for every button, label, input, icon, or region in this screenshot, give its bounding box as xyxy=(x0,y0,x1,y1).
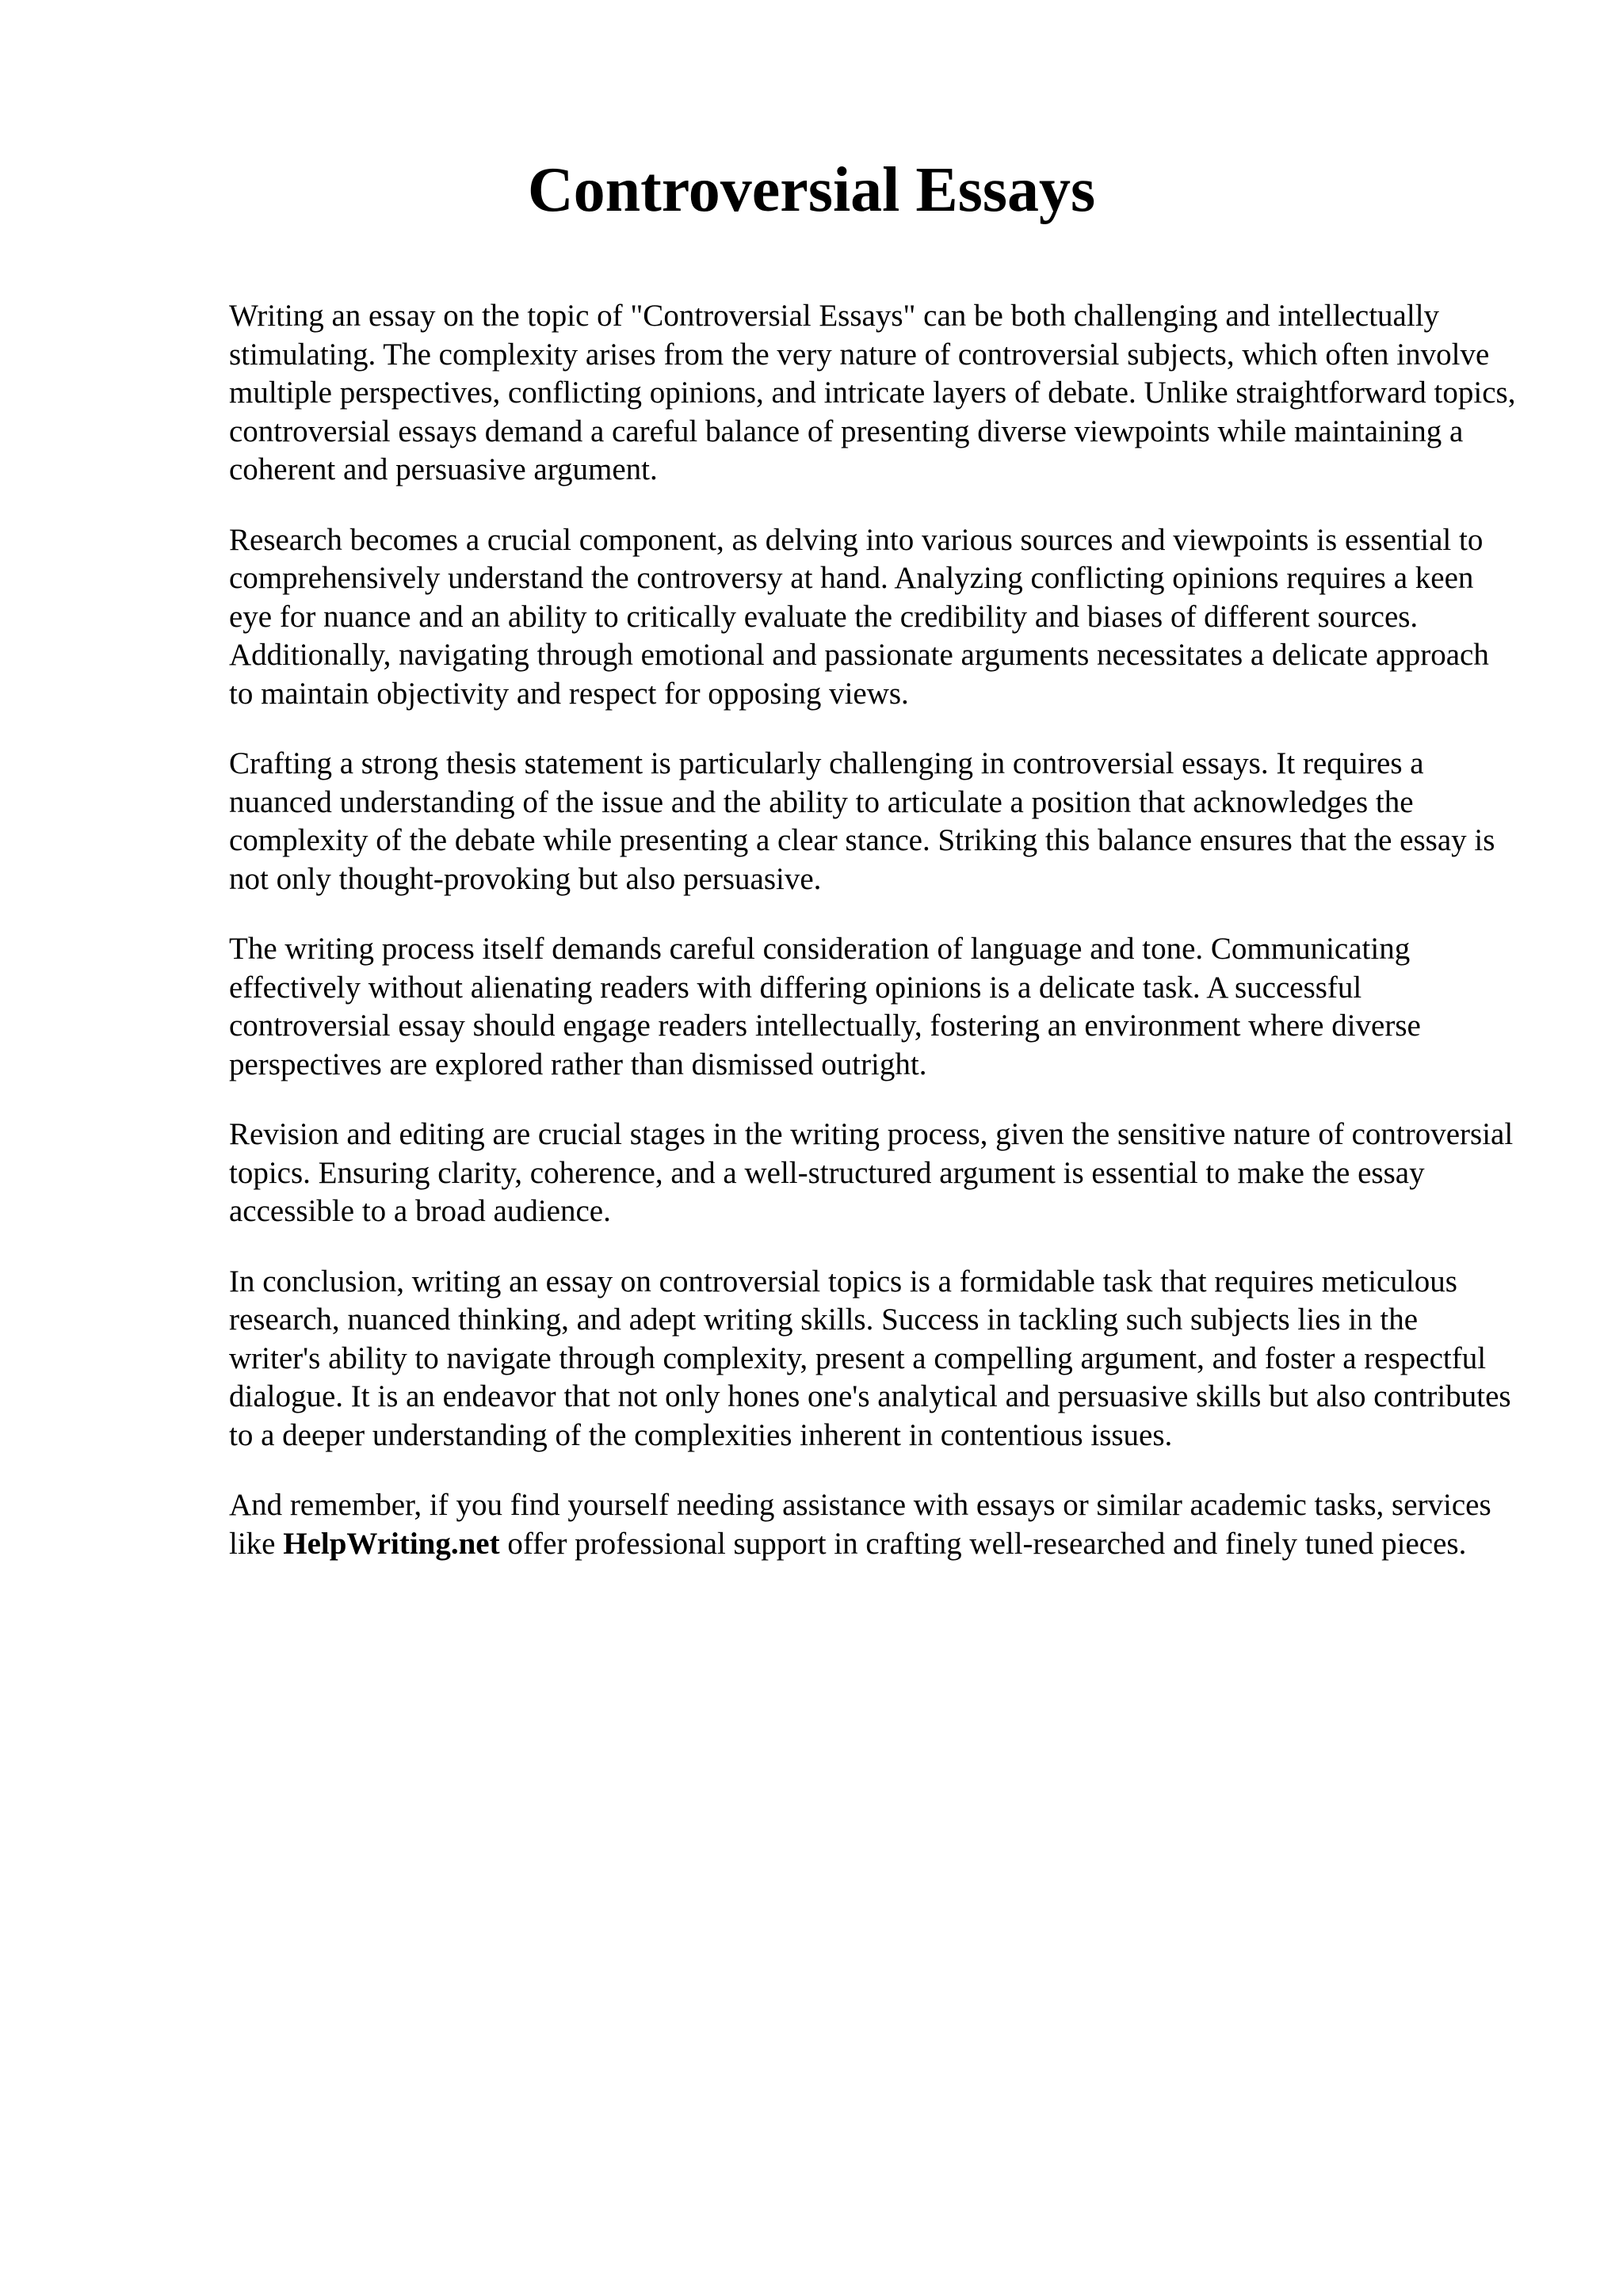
page-title: Controversial Essays xyxy=(527,155,1096,225)
brand-name: HelpWriting.net xyxy=(283,1526,500,1561)
paragraph-research: Research becomes a crucial component, as delving into various sources and viewpoints is essential to comprehensively understand the controversy at hand. Analyzing conflicting opinions requires a keen eye for nuance and an ability to critically evaluate the credibility and biases of different sources. Additionally, navigating through emotional and passionate arguments necessitates a delicate approach to maintain objectivity and respect for opposing views. xyxy=(229,522,1489,711)
essay-body xyxy=(229,297,1517,1595)
closing-text-after: offer professional support in crafting well-researched and finely tuned pieces. xyxy=(499,1526,1467,1561)
paragraph-closing xyxy=(229,1486,1517,1563)
paragraph-writing-process: The writing process itself demands careful consideration of language and tone. Communicating effectively without alienating readers with differing opinions is a delicate task. A successful controversial essay should engage readers intellectually, fostering an environment where diverse perspectives are explored rather than dismissed outright. xyxy=(229,932,1421,1081)
closing-text-before: And remember, if you find yourself needing assistance with essays or similar academic tasks, services like xyxy=(229,1488,1491,1561)
paragraph-intro: Writing an essay on the topic of "Controversial Essays" can be both challenging and intellectually stimulating. The complexity arises from the very nature of controversial subjects, which often involve multiple perspectives, conflicting opinions, and intricate layers of debate. Unlike straightforward topics, controversial essays demand a careful balance of presenting diverse viewpoints while maintaining a coherent and persuasive argument. xyxy=(229,299,1516,486)
paragraph-revision: Revision and editing are crucial stages in the writing process, given the sensitive nature of controversial topics. Ensuring clarity, coherence, and a well-structured argument is essential to make the essay accessible to a broad audience. xyxy=(229,1117,1514,1228)
paragraph-thesis: Crafting a strong thesis statement is particularly challenging in controversial essays. It requires a nuanced understanding of the issue and the ability to articulate a position that acknowledges the complexity of the debate while presenting a clear stance. Striking this balance ensures that the essay is not only thought-provoking but also persuasive. xyxy=(229,746,1495,896)
paragraph-conclusion: In conclusion, writing an essay on controversial topics is a formidable task that requires meticulous research, nuanced thinking, and adept writing skills. Success in tackling such subjects lies in the writer's ability to navigate through complexity, present a compelling argument, and foster a respectful dialogue. It is an endeavor that not only hones one's analytical and persuasive skills but also contributes to a deeper understanding of the complexities inherent in contentious issues. xyxy=(229,1264,1511,1452)
